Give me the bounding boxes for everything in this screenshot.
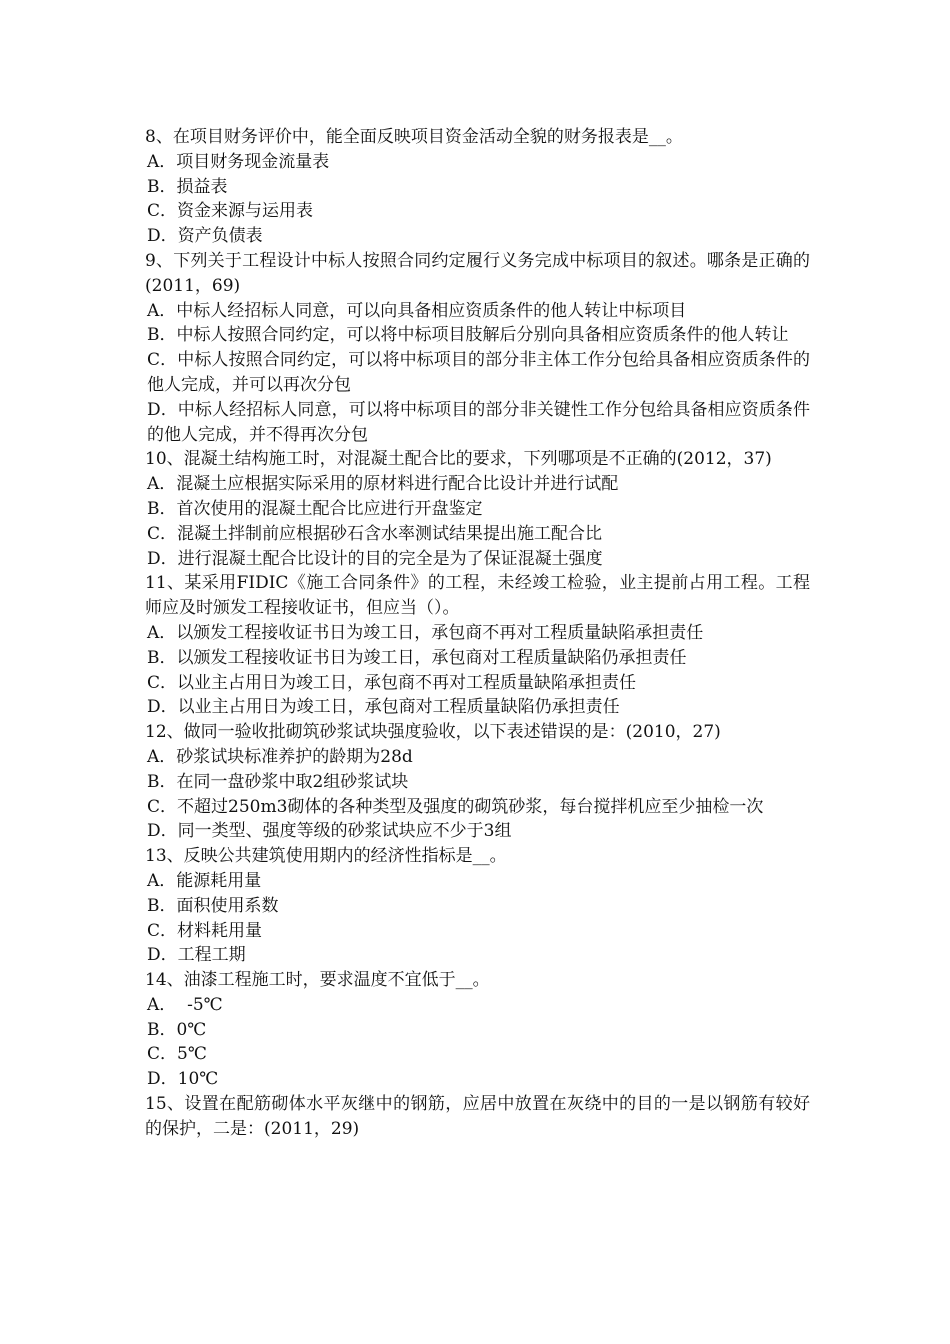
question-13-option-b: B．面积使用系数 — [147, 895, 279, 916]
question-14-stem: 14、油漆工程施工时，要求温度不宜低于__。 — [145, 970, 490, 991]
question-9-option-c: C．中标人按照合同约定，可以将中标项目的部分非主体工作分包给具备相应资质条件的他人完成，并可以再次分包 — [147, 350, 810, 395]
question-8-option-c: C．资金来源与运用表 — [147, 201, 314, 222]
question-11-option-a: A．以颁发工程接收证书日为竣工日，承包商不再对工程质量缺陷承担责任 — [147, 622, 704, 643]
question-14-option-a: A． -5℃ — [147, 994, 223, 1015]
question-9-option-d: D．中标人经招标人同意，可以将中标项目的部分非关键性工作分包给具备相应资质条件的他人完成，并不得再次分包 — [147, 399, 810, 445]
question-9-stem: 9、下列关于工程设计中标人按照合同约定履行义务完成中标项目的叙述。哪条是正确的(2011，69) — [145, 250, 810, 296]
question-11-option-b: B．以颁发工程接收证书日为竣工日，承包商对工程质量缺陷仍承担责任 — [147, 647, 687, 668]
question-12-option-b: B．在同一盘砂浆中取2组砂浆试块 — [147, 771, 409, 792]
question-11-stem: 11、某采用FIDIC《施工合同条件》的工程，未经竣工检验，业主提前占用工程。工程师应及时颁发工程接收证书，但应当（）。 — [145, 573, 810, 619]
document-page — [145, 125, 810, 1142]
question-12-option-a: A．砂浆试块标准养护的龄期为28d — [147, 746, 413, 767]
question-12-stem: 12、做同一验收批砌筑砂浆试块强度验收，以下表述错误的是：(2010，27) — [145, 722, 721, 743]
question-9-option-b: B．中标人按照合同约定，可以将中标项目肢解后分别向具备相应资质条件的他人转让 — [147, 325, 789, 346]
question-13-stem: 13、反映公共建筑使用期内的经济性指标是__。 — [145, 846, 507, 867]
question-10-option-d: D．进行混凝土配合比设计的目的完全是为了保证混凝土强度 — [147, 548, 603, 569]
question-14-option-c: C．5℃ — [147, 1044, 207, 1065]
question-8-stem: 8、在项目财务评价中，能全面反映项目资金活动全貌的财务报表是__。 — [145, 127, 683, 147]
question-15-stem: 15、设置在配筋砌体水平灰继中的钢筋，应居中放置在灰绕中的目的一是以钢筋有较好的保护，二是：(2011，29) — [145, 1094, 810, 1139]
question-8-option-d: D．资产负债表 — [147, 226, 263, 247]
question-10-option-c: C．混凝土拌制前应根据砂石含水率测试结果提出施工配合比 — [147, 523, 603, 544]
question-14-option-b: B．0℃ — [147, 1019, 207, 1040]
question-10-option-b: B．首次使用的混凝土配合比应进行开盘鉴定 — [147, 498, 483, 519]
question-9-option-a: A．中标人经招标人同意，可以向具备相应资质条件的他人转让中标项目 — [147, 300, 687, 321]
question-12-option-c: C．不超过250m3砌体的各种类型及强度的砌筑砂浆，每台搅拌机应至少抽检一次 — [147, 796, 764, 817]
question-8-option-b: B．损益表 — [147, 176, 228, 197]
question-13-option-a: A．能源耗用量 — [147, 870, 262, 891]
question-13-option-d: D．工程工期 — [147, 945, 246, 966]
question-10-stem: 10、混凝土结构施工时，对混凝土配合比的要求，下列哪项是不正确的(2012，37) — [145, 449, 772, 470]
question-12-option-d: D．同一类型、强度等级的砂浆试块应不少于3组 — [147, 821, 512, 842]
question-8-option-a: A．项目财务现金流量表 — [147, 151, 330, 172]
question-11-option-c: C．以业主占用日为竣工日，承包商不再对工程质量缺陷承担责任 — [147, 672, 637, 693]
question-11-option-d: D．以业主占用日为竣工日，承包商对工程质量缺陷仍承担责任 — [147, 697, 620, 718]
question-14-option-d: D．10℃ — [147, 1069, 219, 1090]
question-10-option-a: A．混凝土应根据实际采用的原材料进行配合比设计并进行试配 — [147, 474, 619, 495]
question-13-option-c: C．材料耗用量 — [147, 920, 263, 941]
